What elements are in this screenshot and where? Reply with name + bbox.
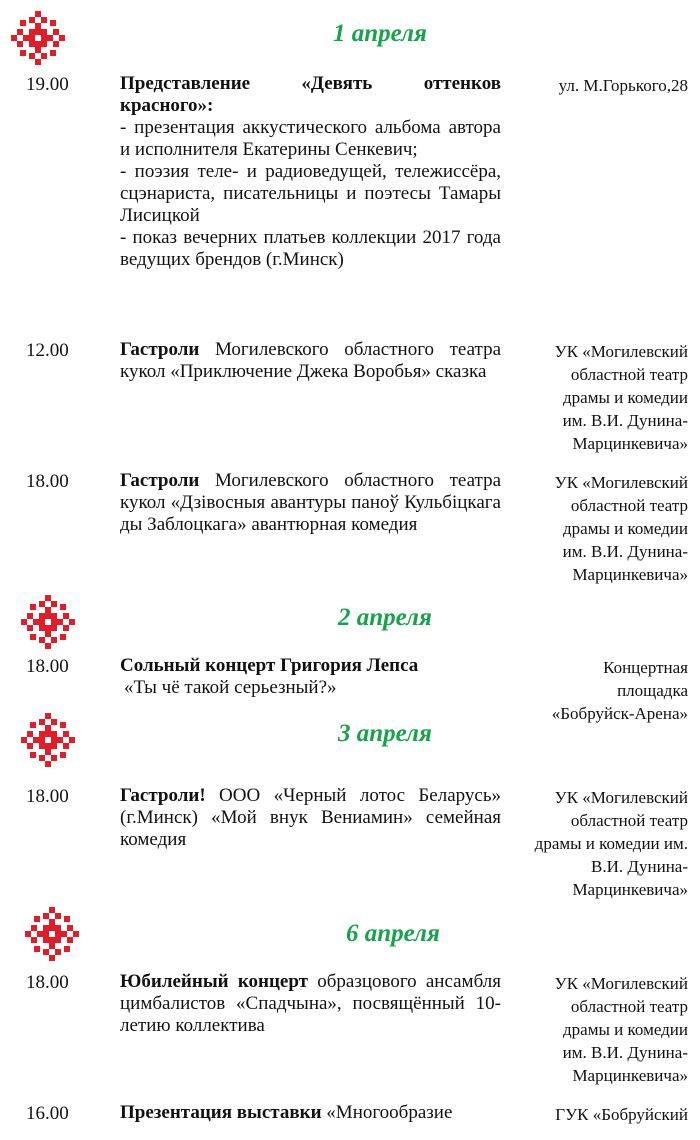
date-heading: 3 апреля bbox=[338, 720, 432, 747]
date-heading: 6 апреля bbox=[346, 920, 440, 947]
event-title: Представление «Девять оттенков красного»: bbox=[120, 73, 501, 116]
belarusian-ornament-icon bbox=[24, 906, 80, 962]
event-title: Гастроли bbox=[120, 470, 200, 491]
event-detail: образцового ансамбля цимбалистов «Спадчына», посвящённый 10-летию коллектива bbox=[120, 971, 501, 1036]
event-time: 18.00 bbox=[26, 471, 69, 492]
event-title: Сольный концерт Григория Лепса bbox=[120, 655, 419, 676]
belarusian-ornament-icon bbox=[20, 712, 76, 768]
event-time: 19.00 bbox=[26, 74, 69, 95]
event-description bbox=[120, 73, 501, 271]
belarusian-ornament-icon bbox=[10, 10, 66, 66]
event-description bbox=[120, 785, 501, 851]
event-detail: - показ вечерних платьев коллекции 2017 года ведущих брендов (г.Минск) bbox=[120, 227, 501, 270]
event-venue: УК «Могилевский областной театр драмы и комедии им. В.И. Дунина- Марцинкевича» bbox=[554, 473, 688, 584]
event-venue: ул. М.Горького,28 bbox=[558, 76, 688, 95]
event-detail: Могилевского областного театра кукол «Приключение Джека Воробья» сказка bbox=[120, 339, 502, 382]
event-time: 18.00 bbox=[26, 656, 69, 677]
event-venue: УК «Могилевский областной театр драмы и комедии им. В.И. Дунина- Марцинкевича» bbox=[534, 788, 688, 899]
event-detail: «Ты чё такой серьезный?» bbox=[124, 677, 337, 698]
event-title: Юбилейный концерт bbox=[120, 971, 308, 992]
event-description bbox=[120, 339, 501, 383]
event-venue: ГУК «Бобруйский bbox=[555, 1105, 688, 1124]
event-detail: ООО «Черный лотос Беларусь» (г.Минск) «Мой внук Вениамин» семейная комедия bbox=[120, 785, 502, 850]
date-heading: 2 апреля bbox=[338, 604, 432, 631]
event-description bbox=[120, 655, 501, 699]
event-time: 16.00 bbox=[26, 1103, 69, 1124]
date-heading: 1 апреля bbox=[333, 20, 427, 47]
event-title: Гастроли bbox=[120, 339, 200, 360]
belarusian-ornament-icon bbox=[20, 594, 76, 650]
event-detail: Могилевского областного театра кукол «Дзівосныя авантуры паноў Кульбіцкага ды Заблоцкага» авантюрная комедия bbox=[120, 470, 502, 535]
event-detail: - поэзия теле- и радиоведущей, тележиссёра, сцэнариста, писательницы и поэтесы Тамары Лисицкой bbox=[120, 161, 501, 226]
event-time: 18.00 bbox=[26, 786, 69, 807]
event-time: 12.00 bbox=[26, 340, 69, 361]
event-venue: Концертная площадка «Бобруйск-Арена» bbox=[551, 658, 688, 723]
event-title: Презентация выставки bbox=[120, 1102, 322, 1123]
event-description bbox=[120, 470, 501, 536]
event-venue: УК «Могилевский областной театр драмы и комедии им. В.И. Дунина- Марцинкевича» bbox=[554, 974, 688, 1085]
event-time: 18.00 bbox=[26, 972, 69, 993]
event-title: Гастроли! bbox=[120, 785, 206, 806]
event-detail: - презентация аккустического альбома автора и исполнителя Екатерины Сенкевич; bbox=[120, 117, 501, 160]
event-venue: УК «Могилевский областной театр драмы и комедии им. В.И. Дунина- Марцинкевича» bbox=[554, 342, 688, 453]
event-detail: «Многообразие bbox=[326, 1102, 453, 1123]
event-description bbox=[120, 1102, 501, 1124]
event-description bbox=[120, 971, 501, 1037]
